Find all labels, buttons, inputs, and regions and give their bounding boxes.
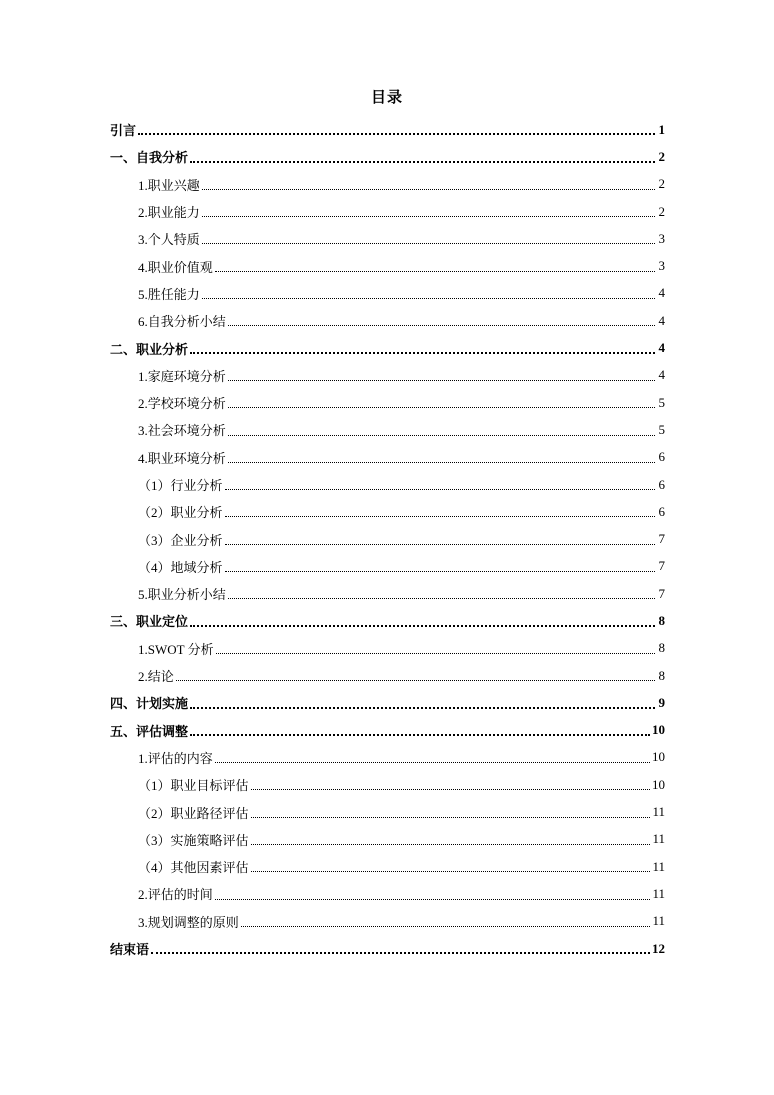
toc-entry-label: 4.职业环境分析 (138, 450, 226, 466)
toc-entry[interactable] (110, 116, 665, 143)
toc-entry-page-number: 8 (658, 667, 665, 683)
toc-entry[interactable] (110, 580, 665, 607)
toc-entry[interactable] (110, 334, 665, 361)
toc-entry-label: 四、计划实施 (110, 696, 189, 712)
toc-dot-leader (225, 488, 655, 490)
toc-dot-leader (215, 270, 655, 272)
toc-entry-label: 1.SWOT 分析 (138, 641, 214, 657)
toc-entry[interactable] (110, 143, 665, 170)
toc-entry[interactable] (110, 744, 665, 771)
toc-entry[interactable] (110, 798, 665, 825)
toc-dot-leader (241, 925, 651, 927)
toc-entry-page-number: 11 (652, 913, 665, 929)
toc-title: 目录 (370, 90, 403, 106)
toc-entry[interactable] (110, 498, 665, 525)
toc-entry[interactable] (110, 771, 665, 798)
toc-entry[interactable] (110, 880, 665, 907)
toc-entry-page-number: 7 (658, 531, 665, 547)
toc-dot-leader (225, 543, 655, 545)
toc-dot-leader (228, 461, 655, 463)
toc-dot-leader (202, 242, 655, 244)
toc-entry[interactable] (110, 307, 665, 334)
toc-entry[interactable] (110, 362, 665, 389)
toc-entry[interactable] (110, 689, 665, 716)
toc-entry-page-number: 4 (658, 285, 665, 301)
toc-entry-label: 2.职业能力 (138, 205, 200, 221)
toc-entry-page-number: 10 (652, 749, 665, 765)
toc-entry-label: 1.家庭环境分析 (138, 368, 226, 384)
toc-entry-label: 6.自我分析小结 (138, 314, 226, 330)
toc-entry-label: （3）实施策略评估 (138, 832, 249, 848)
toc-entry-label: （4）地域分析 (138, 559, 223, 575)
toc-dot-leader (225, 570, 655, 572)
toc-entry-page-number: 11 (652, 804, 665, 820)
toc-dot-leader (228, 597, 655, 599)
toc-entry-page-number: 6 (658, 449, 665, 465)
toc-dot-leader (228, 324, 655, 326)
toc-entry-page-number: 1 (658, 121, 665, 137)
toc-entry[interactable] (110, 471, 665, 498)
toc-entry[interactable] (110, 444, 665, 471)
toc-entry-label: （2）职业路径评估 (138, 805, 249, 821)
toc-entry-label: 3.规划调整的原则 (138, 914, 239, 930)
toc-entry-label: 1.评估的内容 (138, 750, 213, 766)
toc-entry-label: 5.胜任能力 (138, 286, 200, 302)
toc-entry[interactable] (110, 662, 665, 689)
toc-entry-label: 结束语 (110, 942, 150, 958)
toc-entry-page-number: 2 (658, 148, 665, 164)
toc-entry[interactable] (110, 171, 665, 198)
toc-entry-page-number: 11 (652, 831, 665, 847)
toc-entry-label: （1）行业分析 (138, 478, 223, 493)
toc-dot-leader (251, 816, 651, 818)
toc-dot-leader (202, 297, 655, 299)
toc-entry[interactable] (110, 252, 665, 279)
toc-dot-leader (251, 788, 650, 790)
toc-dot-leader (216, 652, 655, 654)
toc-entry[interactable] (110, 635, 665, 662)
toc-entry[interactable] (110, 607, 665, 634)
toc-entry[interactable] (110, 198, 665, 225)
toc-entry-label: 3.个人特质 (138, 232, 200, 248)
toc-entry[interactable] (110, 908, 665, 935)
toc-entry[interactable] (110, 935, 665, 962)
toc-entry-label: （4）其他因素评估 (138, 860, 249, 876)
toc-entry-page-number: 4 (658, 340, 665, 356)
toc-dot-leader (251, 870, 651, 872)
toc-list (110, 116, 665, 962)
toc-entry[interactable] (110, 826, 665, 853)
toc-dot-leader (190, 351, 655, 354)
toc-entry-label: 五、评估调整 (110, 723, 189, 739)
toc-dot-leader (190, 160, 655, 163)
toc-entry[interactable] (110, 553, 665, 580)
toc-entry-label: 三、职业定位 (110, 614, 189, 630)
toc-entry-page-number: 12 (652, 940, 665, 956)
toc-entry[interactable] (110, 416, 665, 443)
toc-entry-page-number: 7 (658, 558, 665, 574)
toc-dot-leader (228, 406, 655, 408)
toc-entry[interactable] (110, 389, 665, 416)
toc-entry-label: 3.社会环境分析 (138, 423, 226, 439)
toc-dot-leader (138, 132, 655, 135)
toc-entry-page-number: 8 (658, 640, 665, 656)
toc-dot-leader (215, 898, 651, 900)
toc-dot-leader (190, 624, 655, 627)
toc-entry[interactable] (110, 717, 665, 744)
toc-dot-leader (190, 706, 655, 709)
toc-entry-page-number: 10 (652, 776, 665, 792)
toc-entry-label: 5.职业分析小结 (138, 587, 226, 603)
toc-entry-label: 一、自我分析 (110, 150, 189, 166)
toc-entry-label: （3）企业分析 (138, 532, 223, 548)
toc-entry-label: 4.职业价值观 (138, 259, 213, 275)
toc-entry-page-number: 2 (658, 203, 665, 219)
toc-entry-label: （1）职业目标评估 (138, 778, 249, 794)
toc-entry-page-number: 5 (658, 421, 665, 437)
toc-entry[interactable] (110, 525, 665, 552)
toc-entry[interactable] (110, 225, 665, 252)
toc-entry[interactable] (110, 280, 665, 307)
toc-entry-label: 2.结论 (138, 669, 174, 685)
toc-entry-page-number: 5 (658, 394, 665, 410)
toc-entry-page-number: 7 (658, 585, 665, 601)
toc-entry-page-number: 2 (658, 176, 665, 192)
toc-entry-label: 二、职业分析 (110, 341, 189, 357)
toc-entry-label: （2）职业分析 (138, 505, 223, 521)
toc-entry-page-number: 4 (658, 312, 665, 328)
toc-dot-leader (190, 733, 650, 736)
toc-dot-leader (202, 188, 655, 190)
toc-dot-leader (202, 215, 655, 217)
toc-dot-leader (251, 843, 651, 845)
toc-entry-label: 引言 (110, 123, 137, 139)
toc-entry-label: 1.职业兴趣 (138, 177, 200, 193)
toc-dot-leader (228, 434, 655, 436)
toc-entry-page-number: 6 (658, 476, 665, 492)
toc-dot-leader (151, 951, 650, 954)
toc-entry-page-number: 11 (652, 885, 665, 901)
toc-entry-page-number: 3 (658, 258, 665, 274)
toc-dot-leader (228, 379, 655, 381)
toc-entry-page-number: 8 (658, 612, 665, 628)
toc-entry[interactable] (110, 853, 665, 880)
toc-entry-page-number: 3 (658, 230, 665, 246)
toc-entry-page-number: 6 (658, 503, 665, 519)
toc-entry-page-number: 11 (652, 858, 665, 874)
toc-dot-leader (176, 679, 655, 681)
toc-dot-leader (215, 761, 650, 763)
toc-entry-page-number: 10 (652, 722, 665, 738)
toc-entry-page-number: 4 (658, 367, 665, 383)
toc-entry-label: 2.评估的时间 (138, 887, 213, 903)
toc-dot-leader (225, 515, 655, 517)
toc-entry-label: 2.学校环境分析 (138, 396, 226, 412)
toc-entry-page-number: 9 (658, 694, 665, 710)
